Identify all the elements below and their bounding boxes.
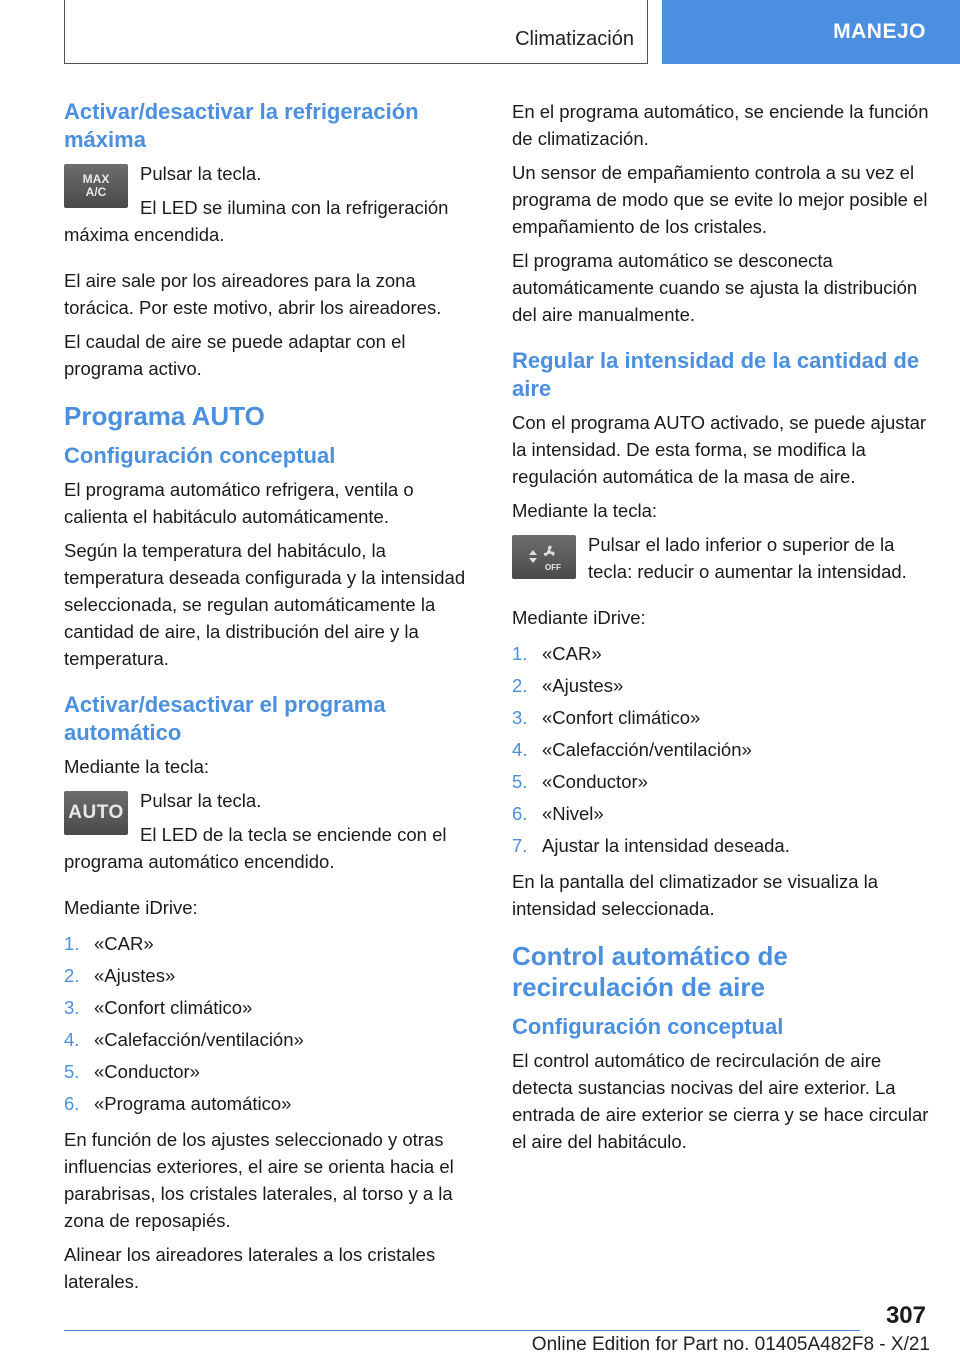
list-item: 4. «Calefacción/ventilación» [64,1029,304,1050]
list-item: 3. «Confort climático» [64,997,253,1018]
heading-activate-auto: Activar/desactivar el programa automático [64,692,386,745]
paragraph-fog-sensor: Un sensor de empañamiento controla a su vez el programa de modo que se evite lo mejor posible el empañamiento de los cristales. [512,162,928,237]
paragraph-air-flow: El caudal de aire se puede adaptar con el programa activo. [64,331,406,379]
fan-icon [524,542,564,564]
list-item: 2. «Ajustes» [64,965,176,986]
paragraph-recirculation: El control automático de recirculación de aire detecta sustancias nocivas del aire exterior. La entrada de aire exterior se cierra y se hace circular el aire del habitáculo. [512,1050,929,1152]
idrive-steps-right [512,638,930,862]
heading-air-intensity: Regular la intensidad de la cantidad de aire [512,348,920,401]
paragraph-via-key: Mediante la tecla: [64,756,210,777]
paragraph-climate-on: En el programa automático, se enciende la función de climatización. [512,101,929,149]
heading-auto-program: Programa AUTO [64,401,265,431]
footer-divider [64,1330,860,1331]
right-column [512,98,930,1162]
max-press-text: Pulsar la tecla. [140,163,262,184]
section-title: Climatización [515,28,634,50]
paragraph-via-key-right: Mediante la tecla: [512,500,658,521]
max-key-line2: A/C [85,185,107,199]
auto-press-text: Pulsar la tecla. [140,790,262,811]
list-item: 2. «Ajustes» [512,675,624,696]
footer-edition: Online Edition for Part no. 01405A482F8 - X/21 [531,1334,930,1355]
list-item: 1. «CAR» [64,933,154,954]
chapter-tab[interactable] [662,0,960,64]
max-led-text: El LED se ilumina con la refrigeración máxima encendida. [64,197,449,245]
left-column [64,98,478,1302]
paragraph-auto-off: El programa automático se desconecta automáticamente cuando se ajusta la distribución del aire manualmente. [512,250,918,325]
heading-concept: Configuración conceptual [64,443,336,468]
paragraph-concept-1: El programa automático refrigera, ventila o calienta el habitáculo automáticamente. [64,479,414,527]
paragraph-via-idrive: Mediante iDrive: [64,897,198,918]
page-number: 307 [885,1302,926,1329]
auto-led-text: El LED de la tecla se enciende con el programa automático encendido. [64,824,447,872]
list-item: 3. «Confort climático» [512,707,701,728]
list-item: 1. «CAR» [512,643,602,664]
max-key-line1: MAX [82,172,110,186]
list-item: 6. «Nivel» [512,803,604,824]
list-item: 6. «Programa automático» [64,1093,292,1114]
paragraph-display-intensity: En la pantalla del climatizador se visualiza la intensidad seleccionada. [512,871,879,919]
chapter-tab-label: MANEJO [833,20,926,43]
fan-key-off-label: OFF [545,563,561,572]
paragraph-concept-2: Según la temperatura del habitáculo, la temperatura deseada configurada y la intensidad seleccionada, se regulan automáticamente la cantidad de aire, la distribución del aire y la temperatura. [64,540,466,669]
fan-press-text: Pulsar el lado inferior o superior de la tecla: reducir o aumentar la intensidad. [588,534,907,582]
list-item: 4. «Calefacción/ventilación» [512,739,752,760]
paragraph-intensity: Con el programa AUTO activado, se puede ajustar la intensidad. De esta forma, se modifica la regulación automática de la masa de aire. [512,412,927,487]
idrive-steps-left [64,928,478,1120]
fan-key-icon [512,535,576,579]
paragraph-via-idrive-right: Mediante iDrive: [512,607,646,628]
paragraph-air-outlet: El aire sale por los aireadores para la zona torácica. Por este motivo, abrir los aireadores. [64,270,442,318]
list-item: 7. Ajustar la intensidad deseada. [512,835,790,856]
list-item: 5. «Conductor» [512,771,648,792]
paragraph-align-vents: Alinear los aireadores laterales a los cristales laterales. [64,1244,436,1292]
auto-key-icon [64,791,128,835]
heading-recirculation: Control automático de recirculación de aire [512,941,788,1002]
auto-key-block [64,787,478,882]
list-item: 5. «Conductor» [64,1061,200,1082]
max-ac-key-icon [64,164,128,208]
heading-max-cooling: Activar/desactivar la refrigeración máxima [64,99,419,152]
heading-concept-right: Configuración conceptual [512,1014,784,1039]
paragraph-air-direction: En función de los ajustes seleccionado y otras influencias exteriores, el aire se orienta hacia el parabrisas, los cristales laterales, al torso y a la zona de reposapiés. [64,1129,454,1231]
max-key-block [64,160,478,255]
auto-key-label: AUTO [68,802,124,823]
fan-key-block [512,531,930,592]
